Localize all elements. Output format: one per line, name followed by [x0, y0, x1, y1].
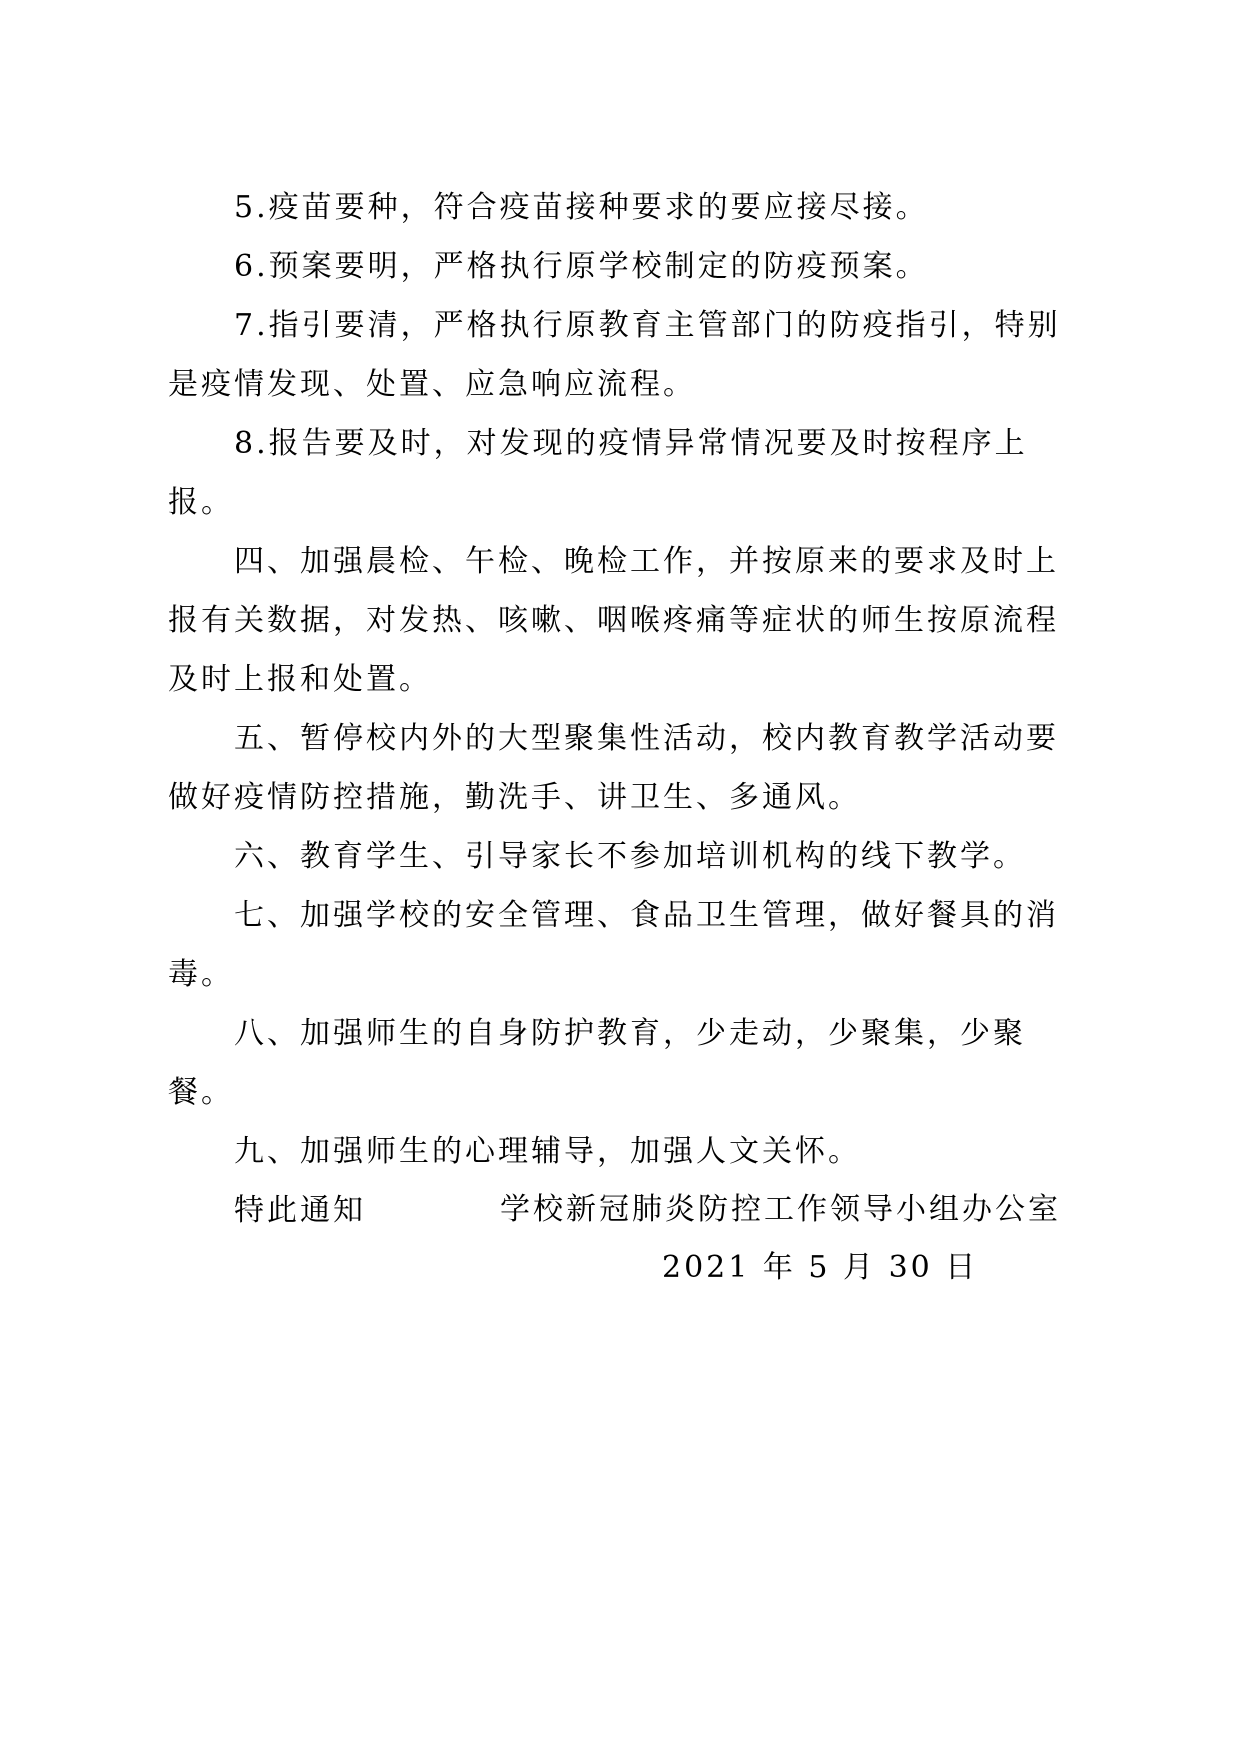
section-psychological-care: 九、加强师生的心理辅导，加强人文关怀。: [234, 1134, 861, 1169]
item-vaccination: 5.疫苗要种，符合疫苗接种要求的要应接尽接。: [234, 190, 929, 225]
issue-date: 2021 年 5 月 30 日: [662, 1250, 979, 1285]
item-guidelines: 7.指引要清，严格执行原教育主管部门的防疫指引，特别是疫情发现、处置、应急响应流程。: [168, 308, 1061, 402]
notice-body: [168, 178, 1088, 1240]
section-self-protection: 八、加强师生的自身防护教育，少走动，少聚集，少聚餐。: [168, 1016, 1026, 1110]
item-contingency-plan: 6.预案要明，严格执行原学校制定的防疫预案。: [234, 249, 929, 284]
item-reporting: 8.报告要及时，对发现的疫情异常情况要及时按程序上报。: [168, 426, 1028, 520]
closing-notice: 特此通知: [234, 1193, 366, 1228]
issuing-organization: 学校新冠肺炎防控工作领导小组办公室: [500, 1192, 1061, 1227]
section-offline-training: 六、教育学生、引导家长不参加培训机构的线下教学。: [234, 839, 1026, 874]
section-health-checks: 四、加强晨检、午检、晚检工作，并按原来的要求及时上报有关数据，对发热、咳嗽、咽喉疼痛等症状的师生按原流程及时上报和处置。: [168, 544, 1059, 697]
section-suspend-gatherings: 五、暂停校内外的大型聚集性活动，校内教育教学活动要做好疫情防控措施，勤洗手、讲卫生、多通风。: [168, 721, 1059, 815]
section-safety-management: 七、加强学校的安全管理、食品卫生管理，做好餐具的消毒。: [168, 898, 1059, 992]
